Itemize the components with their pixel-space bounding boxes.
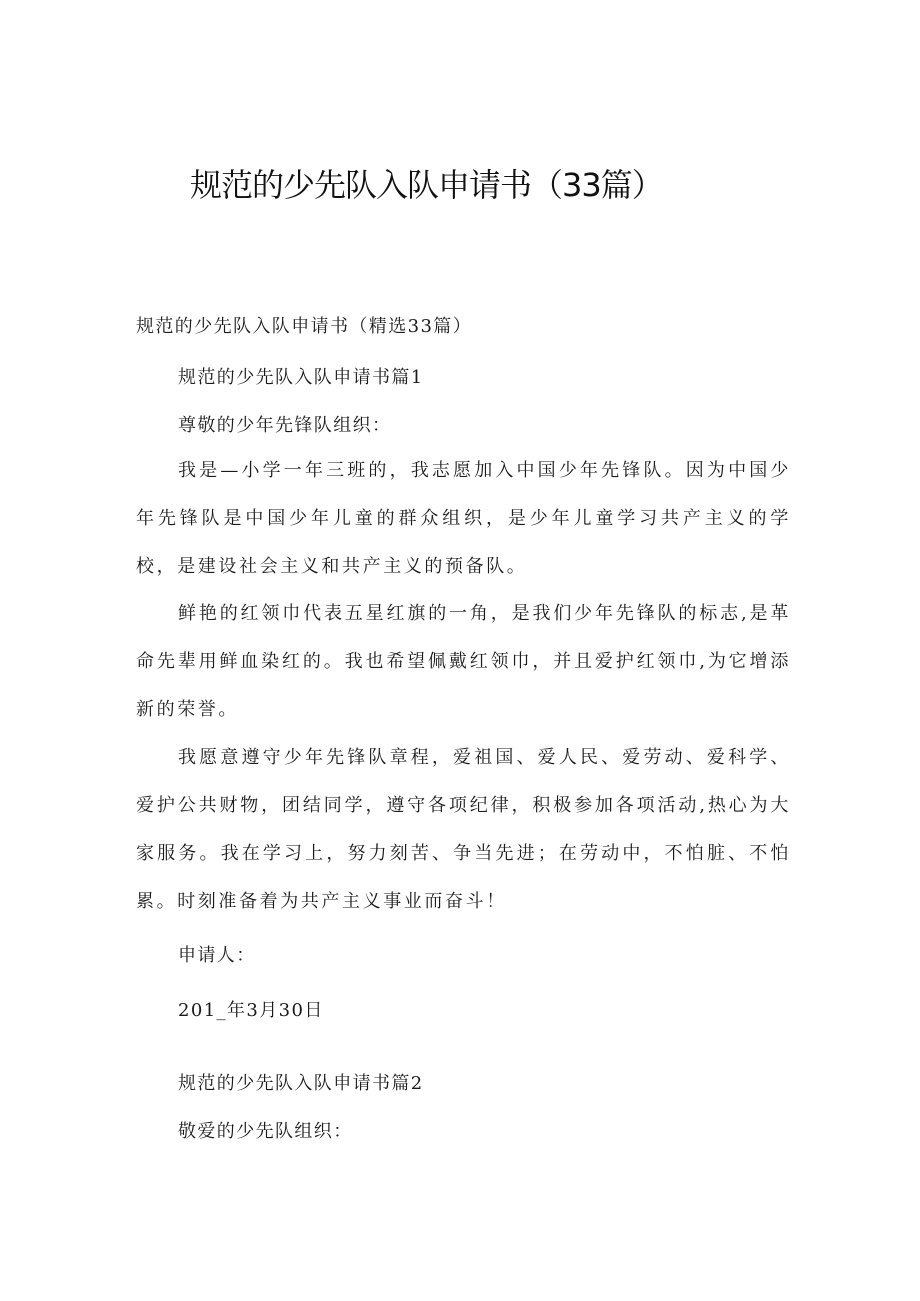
section-1-paragraph-3: 我愿意遵守少年先锋队章程，爱祖国、爱人民、爱劳动、爱科学、爱护公共财物，团结同学，遵守各项纪律，积极参加各项活动,热心为大家服务。我在学习上，努力刻苦、争当先进；在劳动中，不怕脏、不怕累。时刻准备着为共产主义事业而奋斗！ xyxy=(136,747,791,912)
section-1-paragraph-1: 我是—小学一年三班的，我志愿加入中国少年先锋队。因为中国少年先锋队是中国少年儿童的群众组织，是少年儿童学习共产主义的学校，是建设社会主义和共产主义的预备队。 xyxy=(136,460,791,577)
section-1-date: 201_年3月30日 xyxy=(178,1000,324,1021)
section-1-heading: 规范的少先队入队申请书篇1 xyxy=(178,367,424,388)
section-2-heading: 规范的少先队入队申请书篇2 xyxy=(178,1073,424,1094)
document-title: 规范的少先队入队申请书（33篇） xyxy=(190,166,663,204)
document-subtitle: 规范的少先队入队申请书（精选33篇） xyxy=(136,316,473,337)
section-1-salutation: 尊敬的少年先锋队组织： xyxy=(178,415,392,436)
section-2-salutation: 敬爱的少先队组织： xyxy=(178,1121,353,1142)
section-1-applicant-label: 申请人： xyxy=(178,945,256,966)
section-1-paragraph-2: 鲜艳的红领巾代表五星红旗的一角，是我们少年先锋队的标志,是革命先辈用鲜血染红的。我也希望佩戴红领巾，并且爱护红领巾,为它增添新的荣誉。 xyxy=(136,603,791,720)
